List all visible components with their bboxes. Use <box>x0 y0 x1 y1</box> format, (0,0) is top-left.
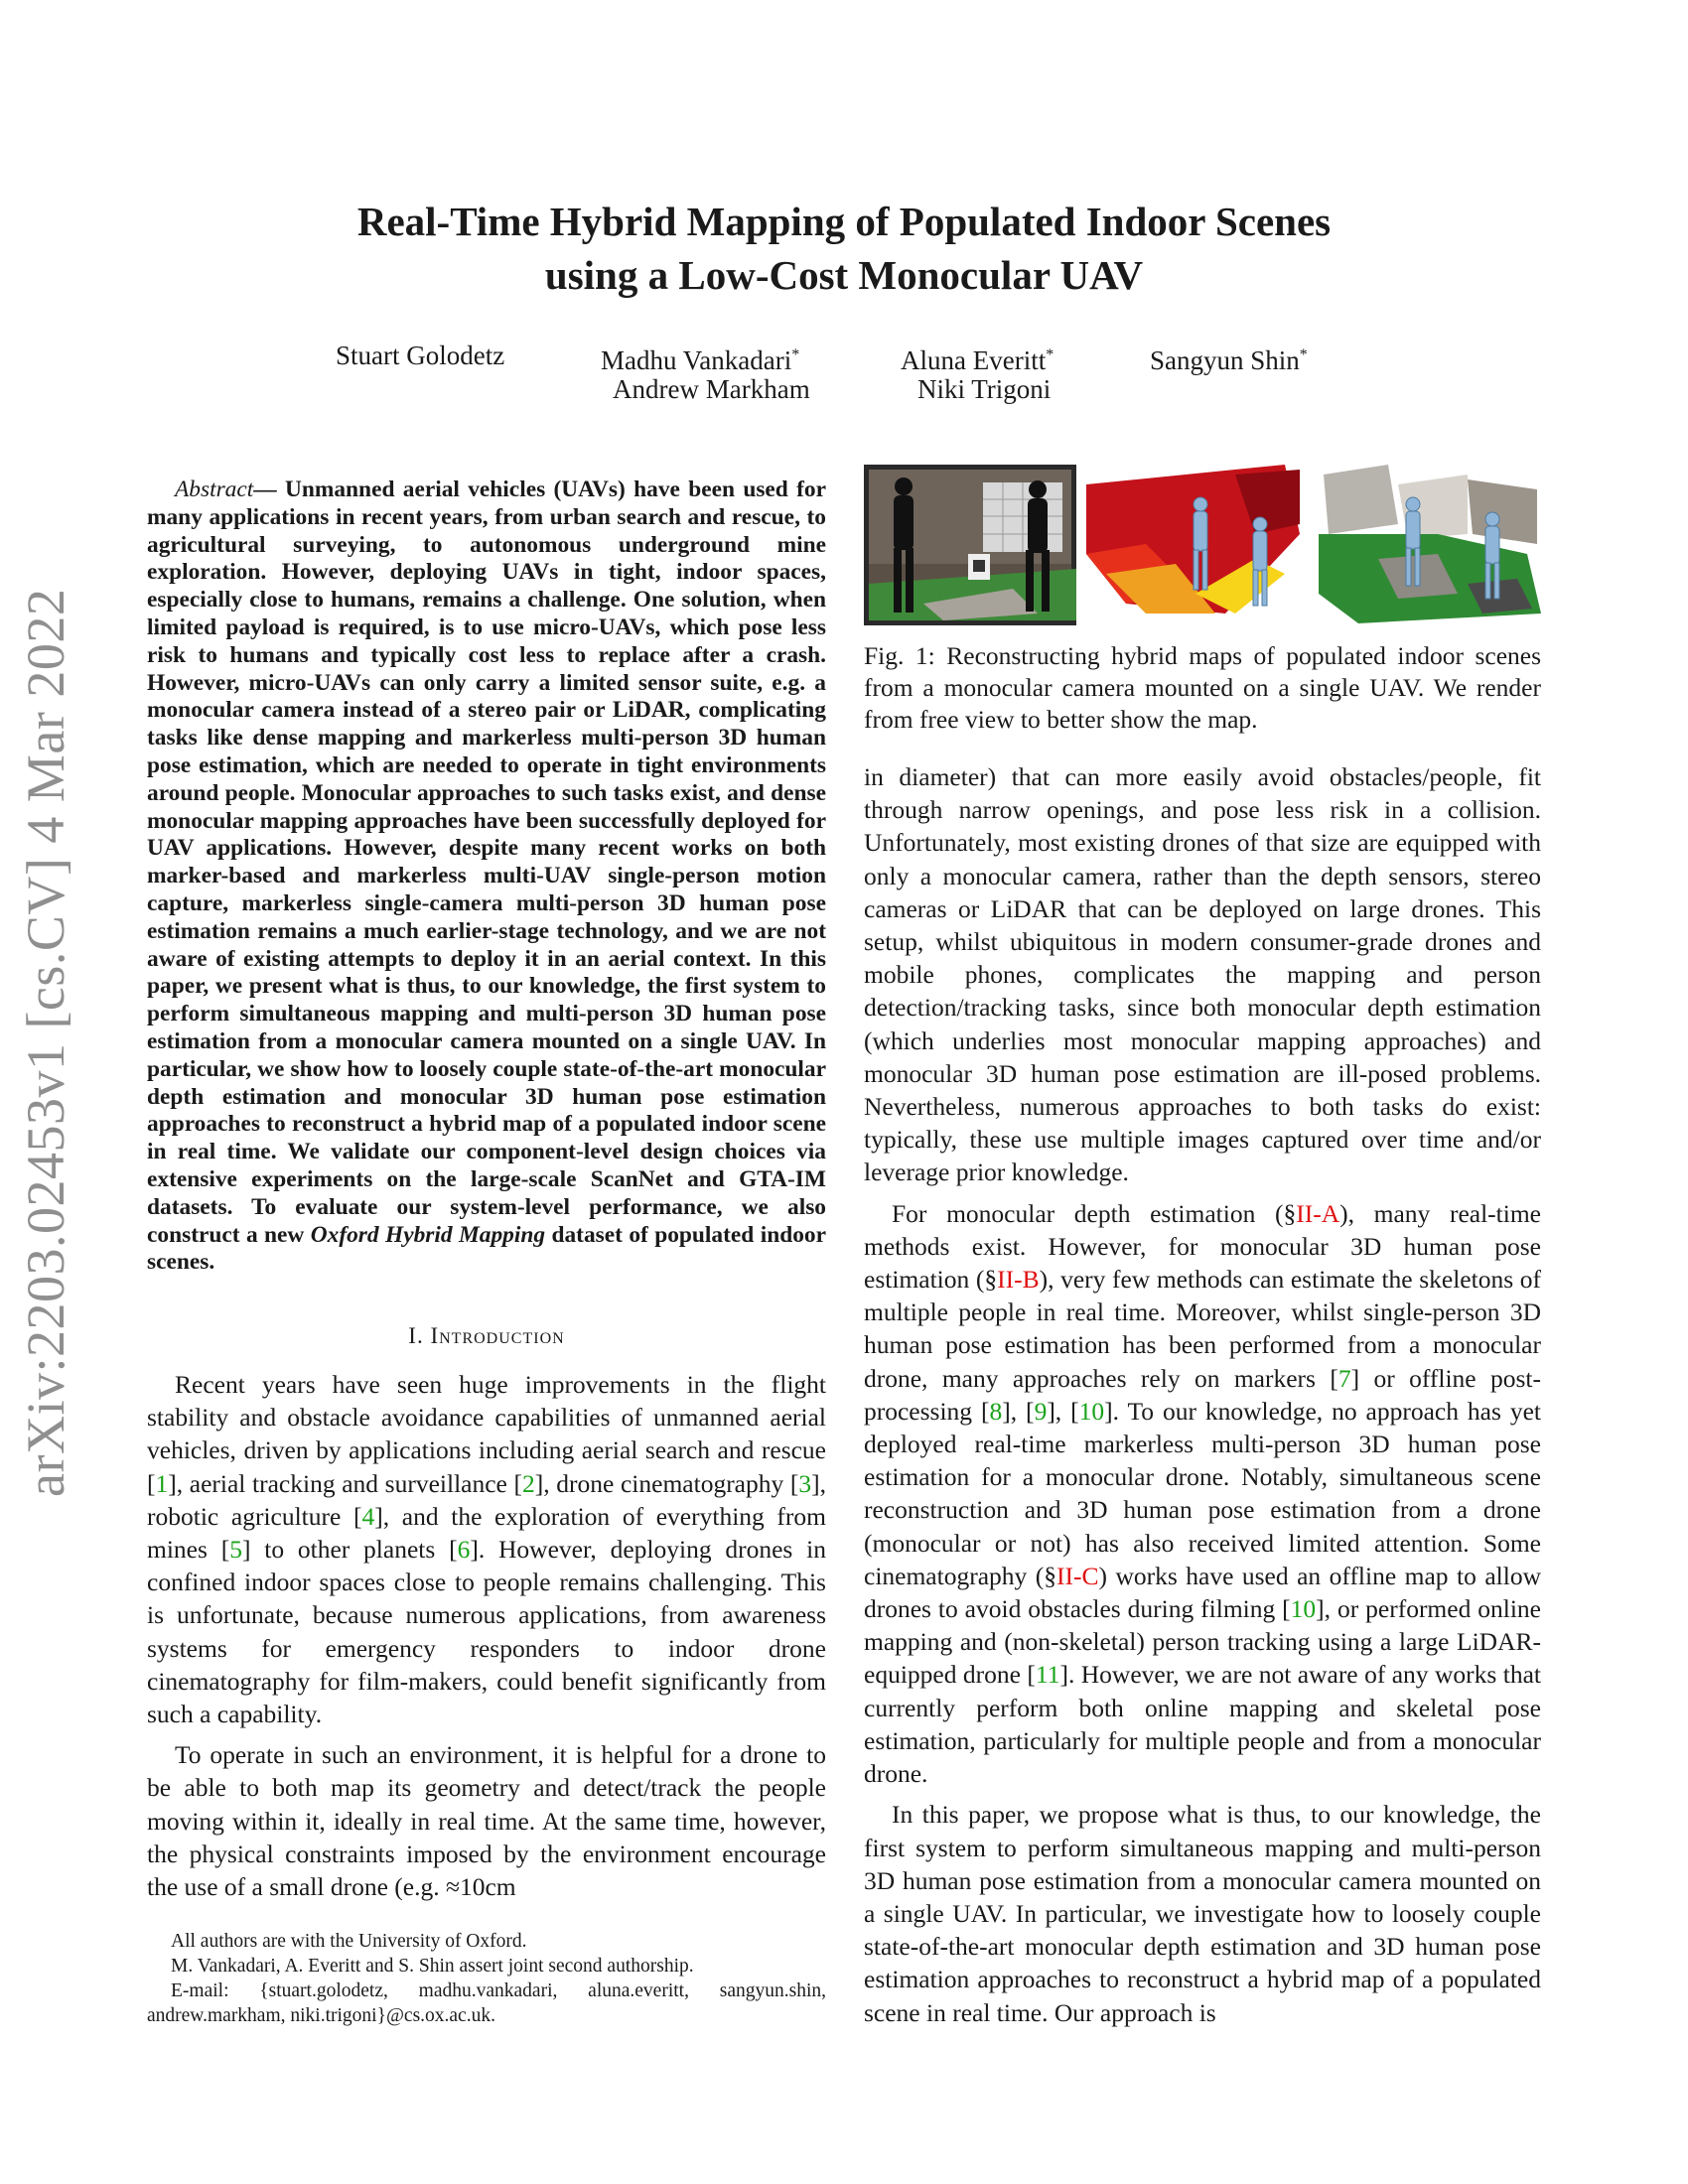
citation-link[interactable]: 6 <box>457 1535 471 1565</box>
right-paragraph-2: For monocular depth estimation (§II-A), many real-time methods exist. However, for monocular 3D human pose estimation (§II-B), very few methods can estimate the skeletons of multiple people in real time. Moreover, whilst single-person 3D human pose estimation has been performed from a monocular drone, many approaches rely on markers [7] or offline post-processing [8], [9], [10]. To our knowledge, no approach has yet deployed real-time markerless multi-person 3D human pose estimation for a monocular drone. Notably, simultaneous scene reconstruction and 3D human pose estimation from a drone (monocular or not) has also received limited attention. Some cinematography (§II-C) works have used an offline map to allow drones to avoid obstacles during filming [10], or performed online mapping and (non-skeletal) person tracking using a large LiDAR-equipped drone [11]. However, we are not aware of any works that currently perform both online mapping and skeletal pose estimation, particularly for multiple people and from a monocular drone. <box>864 1198 1542 1789</box>
abstract-tail: dataset of populated indoor scenes. <box>147 1221 826 1276</box>
figure-1 <box>864 465 1541 625</box>
author-shin: Sangyun Shin* <box>1150 345 1308 375</box>
paper-title <box>149 195 1539 302</box>
section-link[interactable]: II-B <box>997 1265 1040 1295</box>
author-markham: Andrew Markham <box>613 374 810 404</box>
figure-panel-hybrid-map <box>1319 465 1541 625</box>
citation-link[interactable]: 11 <box>1035 1660 1060 1690</box>
footnote-authorship: M. Vankadari, A. Everitt and S. Shin assert joint second authorship. <box>171 1956 694 1977</box>
author-vankadari: Madhu Vankadari* <box>601 345 800 375</box>
section-link[interactable]: II-A <box>1296 1198 1340 1228</box>
footnotes <box>147 1929 826 2028</box>
title-line-1: Real-Time Hybrid Mapping of Populated Indoor Scenes <box>356 199 1332 244</box>
figure-panel-depth-map <box>1086 465 1305 625</box>
citation-link[interactable]: 2 <box>522 1468 535 1498</box>
citation-link[interactable]: 7 <box>1337 1363 1351 1393</box>
citation-link[interactable]: 10 <box>1078 1396 1105 1426</box>
abstract: Abstract— Unmanned aerial vehicles (UAVs) have been used for many applications in recent years, from urban search and rescue, to agricultural surveying, to autonomous underground mine exploration. However, deploying UAVs in tight, indoor spaces, especially close to humans, remains a challenge. One solution, when limited payload is required, is to use micro-UAVs, which pose less risk to humans and typically cost less to replace after a crash. However, micro-UAVs can only carry a limited sensor suite, e.g. a monocular camera instead of a stereo pair or LiDAR, complicating tasks like dense mapping and markerless multi-person 3D human pose estimation, which are needed to operate in tight environments around people. Monocular approaches to such tasks exist, and dense monocular mapping approaches have been successfully deployed for UAV applications. However, despite many recent works on both marker-based and markerless multi-UAV single-person motion capture, markerless single-camera multi-person 3D human pose estimation remains a much earlier-stage technology, and we are not aware of existing attempts to deploy it in an aerial context. In this paper, we present what is thus, to our knowledge, the first system to perform simultaneous mapping and multi-person 3D human pose estimation from a monocular camera mounted on a single UAV. In particular, we show how to loosely couple state-of-the-art monocular depth estimation and monocular 3D human pose estimation approaches to reconstruct a hybrid map of a populated indoor scene in real time. We validate our component-level design choices via extensive experiments on the large-scale ScanNet and GTA-IM datasets. To evaluate our system-level performance, we also construct a new Oxford Hybrid Mapping dataset of populated indoor scenes. <box>147 477 826 1276</box>
citation-link[interactable]: 1 <box>155 1468 169 1498</box>
right-paragraph-3: In this paper, we propose what is thus, to our knowledge, the first system to perform simultaneous mapping and multi-person 3D human pose estimation from a monocular camera mounted on a single UAV. In particular, we investigate how to loosely couple state-of-the-art monocular depth estimation and 3D human pose estimation approaches to reconstruct a hybrid map of a populated scene in real time. Our approach is <box>864 1800 1541 2027</box>
footnote-email: E-mail: {stuart.golodetz, madhu.vankadari, aluna.everitt, sangyun.shin, andrew.markham, niki.trigoni}@cs.ox.ac.uk. <box>147 1980 826 2026</box>
citation-link[interactable]: 5 <box>229 1535 242 1565</box>
citation-link[interactable]: 9 <box>1034 1396 1048 1426</box>
arxiv-identifier: arXiv:2203.02453v1 [cs.CV] 4 Mar 2022 <box>16 588 75 1497</box>
intro-right-column <box>864 760 1541 2029</box>
abstract-lead: Abstract <box>175 477 254 502</box>
section-heading-introduction: I. Introduction <box>408 1323 565 1348</box>
citation-link[interactable]: 8 <box>989 1396 1003 1426</box>
figure-panel-photo <box>864 465 1076 625</box>
section-link[interactable]: II-C <box>1056 1561 1099 1590</box>
figure-1-caption: Fig. 1: Reconstructing hybrid maps of populated indoor scenes from a monocular camera mounted on a single UAV. We render from free view to better show the map. <box>864 641 1541 734</box>
author-trigoni: Niki Trigoni <box>917 374 1052 404</box>
right-paragraph-1: in diameter) that can more easily avoid obstacles/people, fit through narrow openings, and pose less risk in a collision. Unfortunately, most existing drones of that size are equipped with only a monocular camera, rather than the depth sensors, stereo cameras or LiDAR that can be deployed on large drones. This setup, whilst ubiquitous in modern consumer-grade drones and mobile phones, complicates the mapping and person detection/tracking tasks, since both monocular depth estimation (which underlies most monocular mapping approaches) and monocular 3D human pose estimation are ill-posed problems. Nevertheless, numerous approaches to both tasks do exist: typically, these use multiple images captured over time and/or leverage prior knowledge. <box>864 762 1541 1187</box>
citation-link[interactable]: 10 <box>1290 1594 1317 1624</box>
footnote-affiliation: All authors are with the University of Oxford. <box>171 1931 527 1952</box>
citation-link[interactable]: 3 <box>798 1468 812 1498</box>
author-everitt: Aluna Everitt* <box>901 345 1055 375</box>
intro-paragraph-1: Recent years have seen huge improvements in the flight stability and obstacle avoidance capabilities of unmanned aerial vehicles, driven by applications including aerial search and rescue [1], aerial tracking and surveillance [2], drone cinematography [3], robotic agriculture [4], and the exploration of everything from mines [5] to other planets [6]. However, deploying drones in confined indoor spaces close to people remains challenging. This is unfortunate, because numerous applications, from awareness systems for emergency responders to indoor drone cinematography for film-makers, could benefit significantly from such a capability. <box>147 1370 827 1729</box>
dataset-name: Oxford Hybrid Mapping <box>310 1221 546 1248</box>
author-golodetz: Stuart Golodetz <box>336 341 505 370</box>
intro-left-column <box>147 1368 826 1903</box>
citation-link[interactable]: 4 <box>361 1501 375 1531</box>
intro-paragraph-2: To operate in such an environment, it is helpful for a drone to be able to both map its geometry and detect/track the people moving within it, ideally in real time. At the same time, however, the physical constraints imposed by the environment encourage the use of a small drone (e.g. ≈10cm <box>147 1740 826 1902</box>
title-line-2: using a Low-Cost Monocular UAV <box>544 252 1144 298</box>
abstract-text: Unmanned aerial vehicles (UAVs) have been used for many applications in recent years, from urban search and rescue, to agricultural surveying, to autonomous underground mine exploration. However, deploying UAVs in tight, indoor spaces, especially close to humans, remains a challenge. One solution, when limited payload is required, is to use micro-UAVs, which pose less risk to humans and typically cost less to replace after a crash. However, micro-UAVs can only carry a limited sensor suite, e.g. a monocular camera instead of a stereo pair or LiDAR, complicating tasks like dense mapping and markerless multi-person 3D human pose estimation, which are needed to operate in tight environments around people. Monocular approaches to such tasks exist, and dense monocular mapping approaches have been successfully deployed for UAV applications. However, despite many recent works on both marker-based and markerless multi-UAV single-person motion capture, markerless single-camera multi-person 3D human pose estimation remains a much earlier-stage technology, and we are not aware of existing attempts to deploy it in an aerial context. In this paper, we present what is thus, to our knowledge, the first system to perform simultaneous mapping and multi-person 3D human pose estimation from a monocular camera mounted on a single UAV. In particular, we show how to loosely couple state-of-the-art monocular depth estimation and monocular 3D human pose estimation approaches to reconstruct a hybrid map of a populated indoor scene in real time. We validate our component-level design choices via extensive experiments on the large-scale ScanNet and GTA-IM datasets. To evaluate our system-level performance, we also construct a new <box>147 477 826 1248</box>
